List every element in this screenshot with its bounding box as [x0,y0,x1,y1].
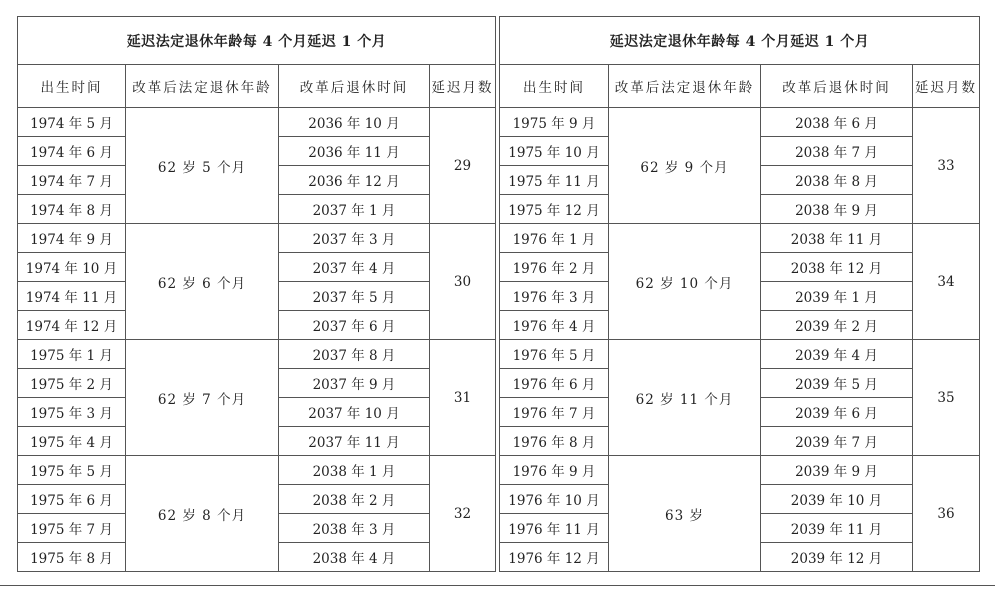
birth-month-cell: 1974 年 5 月 [18,108,126,137]
birth-month-cell: 1976 年 9 月 [500,456,609,485]
birth-month-cell: 1976 年 4 月 [500,311,609,340]
retirement-date-cell: 2037 年 1 月 [279,195,430,224]
table-row [500,456,980,485]
retirement-date-cell: 2039 年 12 月 [761,543,913,572]
birth-month-cell: 1975 年 3 月 [18,398,126,427]
delay-months-cell: 29 [430,108,496,224]
column-header: 改革后退休时间 [279,65,430,108]
birth-month-cell: 1976 年 7 月 [500,398,609,427]
retirement-date-cell: 2039 年 10 月 [761,485,913,514]
retirement-age-cell: 62 岁 7 个月 [126,340,279,456]
retirement-date-cell: 2039 年 6 月 [761,398,913,427]
birth-month-cell: 1976 年 8 月 [500,427,609,456]
retirement-date-cell: 2038 年 1 月 [279,456,430,485]
birth-month-cell: 1975 年 5 月 [18,456,126,485]
delay-months-cell: 30 [430,224,496,340]
birth-month-cell: 1975 年 6 月 [18,485,126,514]
retirement-age-cell: 62 岁 10 个月 [609,224,761,340]
delay-months-cell: 34 [913,224,980,340]
retirement-table-left [17,16,496,572]
retirement-age-cell: 63 岁 [609,456,761,572]
retirement-date-cell: 2037 年 5 月 [279,282,430,311]
birth-month-cell: 1975 年 12 月 [500,195,609,224]
birth-month-cell: 1974 年 6 月 [18,137,126,166]
retirement-date-cell: 2037 年 4 月 [279,253,430,282]
retirement-date-cell: 2039 年 4 月 [761,340,913,369]
birth-month-cell: 1976 年 10 月 [500,485,609,514]
retirement-date-cell: 2037 年 9 月 [279,369,430,398]
column-header: 改革后法定退休年龄 [609,65,761,108]
retirement-date-cell: 2039 年 11 月 [761,514,913,543]
retirement-date-cell: 2037 年 11 月 [279,427,430,456]
table-title-row [18,17,496,65]
table-row [500,340,980,369]
table-row [500,224,980,253]
retirement-age-cell: 62 岁 11 个月 [609,340,761,456]
birth-month-cell: 1975 年 10 月 [500,137,609,166]
retirement-date-cell: 2038 年 11 月 [761,224,913,253]
retirement-table-right [499,16,980,572]
birth-month-cell: 1974 年 11 月 [18,282,126,311]
birth-month-cell: 1975 年 1 月 [18,340,126,369]
birth-month-cell: 1974 年 9 月 [18,224,126,253]
retirement-date-cell: 2038 年 8 月 [761,166,913,195]
birth-month-cell: 1976 年 12 月 [500,543,609,572]
birth-month-cell: 1976 年 11 月 [500,514,609,543]
bottom-divider [0,585,995,586]
retirement-age-cell: 62 岁 9 个月 [609,108,761,224]
retirement-date-cell: 2037 年 6 月 [279,311,430,340]
birth-month-cell: 1976 年 3 月 [500,282,609,311]
retirement-date-cell: 2038 年 12 月 [761,253,913,282]
birth-month-cell: 1976 年 6 月 [500,369,609,398]
birth-month-cell: 1976 年 2 月 [500,253,609,282]
table-title: 延迟法定退休年龄每 4 个月延迟 1 个月 [18,17,496,65]
birth-month-cell: 1976 年 5 月 [500,340,609,369]
table-header-row [18,65,496,108]
retirement-age-cell: 62 岁 8 个月 [126,456,279,572]
retirement-date-cell: 2039 年 5 月 [761,369,913,398]
retirement-date-cell: 2038 年 6 月 [761,108,913,137]
birth-month-cell: 1975 年 7 月 [18,514,126,543]
retirement-date-cell: 2039 年 7 月 [761,427,913,456]
table-title: 延迟法定退休年龄每 4 个月延迟 1 个月 [500,17,980,65]
birth-month-cell: 1975 年 11 月 [500,166,609,195]
birth-month-cell: 1975 年 8 月 [18,543,126,572]
table-row [18,224,496,253]
table-title-row [500,17,980,65]
retirement-date-cell: 2039 年 9 月 [761,456,913,485]
column-header: 延迟月数 [913,65,980,108]
birth-month-cell: 1975 年 2 月 [18,369,126,398]
delay-months-cell: 32 [430,456,496,572]
delay-months-cell: 33 [913,108,980,224]
table-row [500,108,980,137]
column-header: 改革后法定退休年龄 [126,65,279,108]
retirement-age-cell: 62 岁 5 个月 [126,108,279,224]
retirement-date-cell: 2039 年 1 月 [761,282,913,311]
column-header: 出生时间 [18,65,126,108]
retirement-date-cell: 2036 年 11 月 [279,137,430,166]
birth-month-cell: 1974 年 7 月 [18,166,126,195]
birth-month-cell: 1974 年 8 月 [18,195,126,224]
retirement-date-cell: 2037 年 8 月 [279,340,430,369]
table-row [18,108,496,137]
table-row [18,340,496,369]
retirement-date-cell: 2038 年 2 月 [279,485,430,514]
birth-month-cell: 1975 年 9 月 [500,108,609,137]
delay-months-cell: 31 [430,340,496,456]
retirement-date-cell: 2038 年 7 月 [761,137,913,166]
table-row [18,456,496,485]
delay-months-cell: 36 [913,456,980,572]
birth-month-cell: 1974 年 12 月 [18,311,126,340]
birth-month-cell: 1974 年 10 月 [18,253,126,282]
delay-months-cell: 35 [913,340,980,456]
retirement-date-cell: 2039 年 2 月 [761,311,913,340]
table-header-row [500,65,980,108]
retirement-date-cell: 2037 年 10 月 [279,398,430,427]
column-header: 延迟月数 [430,65,496,108]
column-header: 改革后退休时间 [761,65,913,108]
retirement-date-cell: 2036 年 12 月 [279,166,430,195]
column-header: 出生时间 [500,65,609,108]
retirement-date-cell: 2037 年 3 月 [279,224,430,253]
retirement-date-cell: 2038 年 3 月 [279,514,430,543]
birth-month-cell: 1975 年 4 月 [18,427,126,456]
birth-month-cell: 1976 年 1 月 [500,224,609,253]
retirement-age-cell: 62 岁 6 个月 [126,224,279,340]
retirement-date-cell: 2038 年 9 月 [761,195,913,224]
retirement-date-cell: 2036 年 10 月 [279,108,430,137]
retirement-date-cell: 2038 年 4 月 [279,543,430,572]
